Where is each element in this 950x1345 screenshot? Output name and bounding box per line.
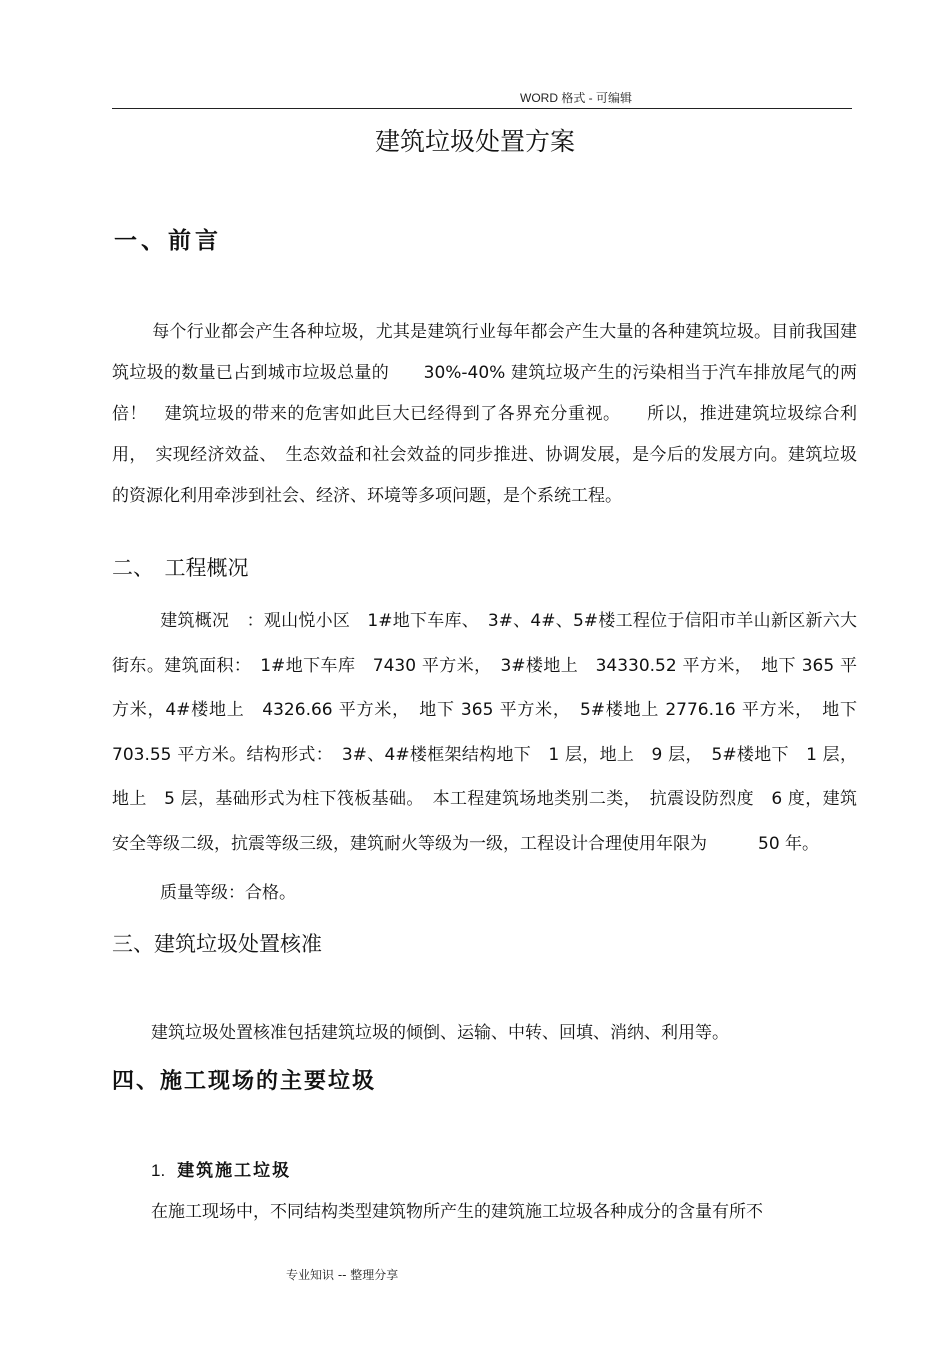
- section-heading-3: 三、建筑垃圾处置核准: [112, 932, 322, 956]
- subsection-heading: [151, 1156, 291, 1181]
- page-footer-label: 专业知识 -- 整理分享: [286, 1268, 399, 1282]
- subsection-title: 建筑施工垃圾: [177, 1161, 292, 1181]
- section-2-paragraph: [112, 599, 857, 866]
- subsection-number: 1.: [151, 1161, 166, 1180]
- section-heading-4: 四、施工现场的主要垃圾: [112, 1068, 377, 1094]
- section-heading-1: 一、前言: [114, 227, 222, 254]
- section-2-paragraph-text: 建筑概况 ：观山悦小区 1#地下车库、 3#、4#、5#楼工程位于信阳市羊山新区新六大街东。建筑面积： 1#地下车库 7430 平方米， 3#楼地上 34330.52 平方米， 地下 365 平方米，4#楼地上 4326.66 平方米， 地下 365 平方米， 5#楼地上 2776.16 平方米， 地下 703.55 平方米。结构形式： 3#、4#楼框架结构地下 1 层，地上 9 层， 5#楼地下 1 层，地上 5 层，基础形式为柱下筏板基础。 本工程建筑场地类别二类， 抗震设防烈度 6 度，建筑安全等级二级，抗震等级三级，建筑耐火等级为一级，工程设计合理使用年限为 50 年。: [112, 611, 857, 854]
- page-header-label: WORD 格式 - 可编辑: [520, 91, 632, 105]
- section-3-paragraph: 建筑垃圾处置核准包括建筑垃圾的倾倒、运输、中转、回填、消纳、利用等。: [151, 1023, 729, 1043]
- section-4-paragraph: 在施工现场中，不同结构类型建筑物所产生的建筑施工垃圾各种成分的含量有所不: [151, 1202, 763, 1222]
- document-title: 建筑垃圾处置方案: [374, 127, 575, 156]
- quality-grade-line: 质量等级：合格。: [160, 883, 296, 903]
- header-divider: [112, 108, 852, 109]
- section-heading-2: 二、 工程概况: [112, 556, 249, 580]
- section-1-paragraph: [112, 312, 857, 517]
- section-1-paragraph-text: 每个行业都会产生各种垃圾，尤其是建筑行业每年都会产生大量的各种建筑垃圾。目前我国建筑垃圾的数量已占到城市垃圾总量的 30%-40% 建筑垃圾产生的污染相当于汽车排放尾气的两倍！ 建筑垃圾的带来的危害如此巨大已经得到了各界充分重视。 所以，推进建筑垃圾综合利用， 实现经济效益、 生态效益和社会效益的同步推进、协调发展，是今后的发展方向。建筑垃圾的资源化利用牵涉到社会、经济、环境等多项问题，是个系统工程。: [112, 322, 857, 506]
